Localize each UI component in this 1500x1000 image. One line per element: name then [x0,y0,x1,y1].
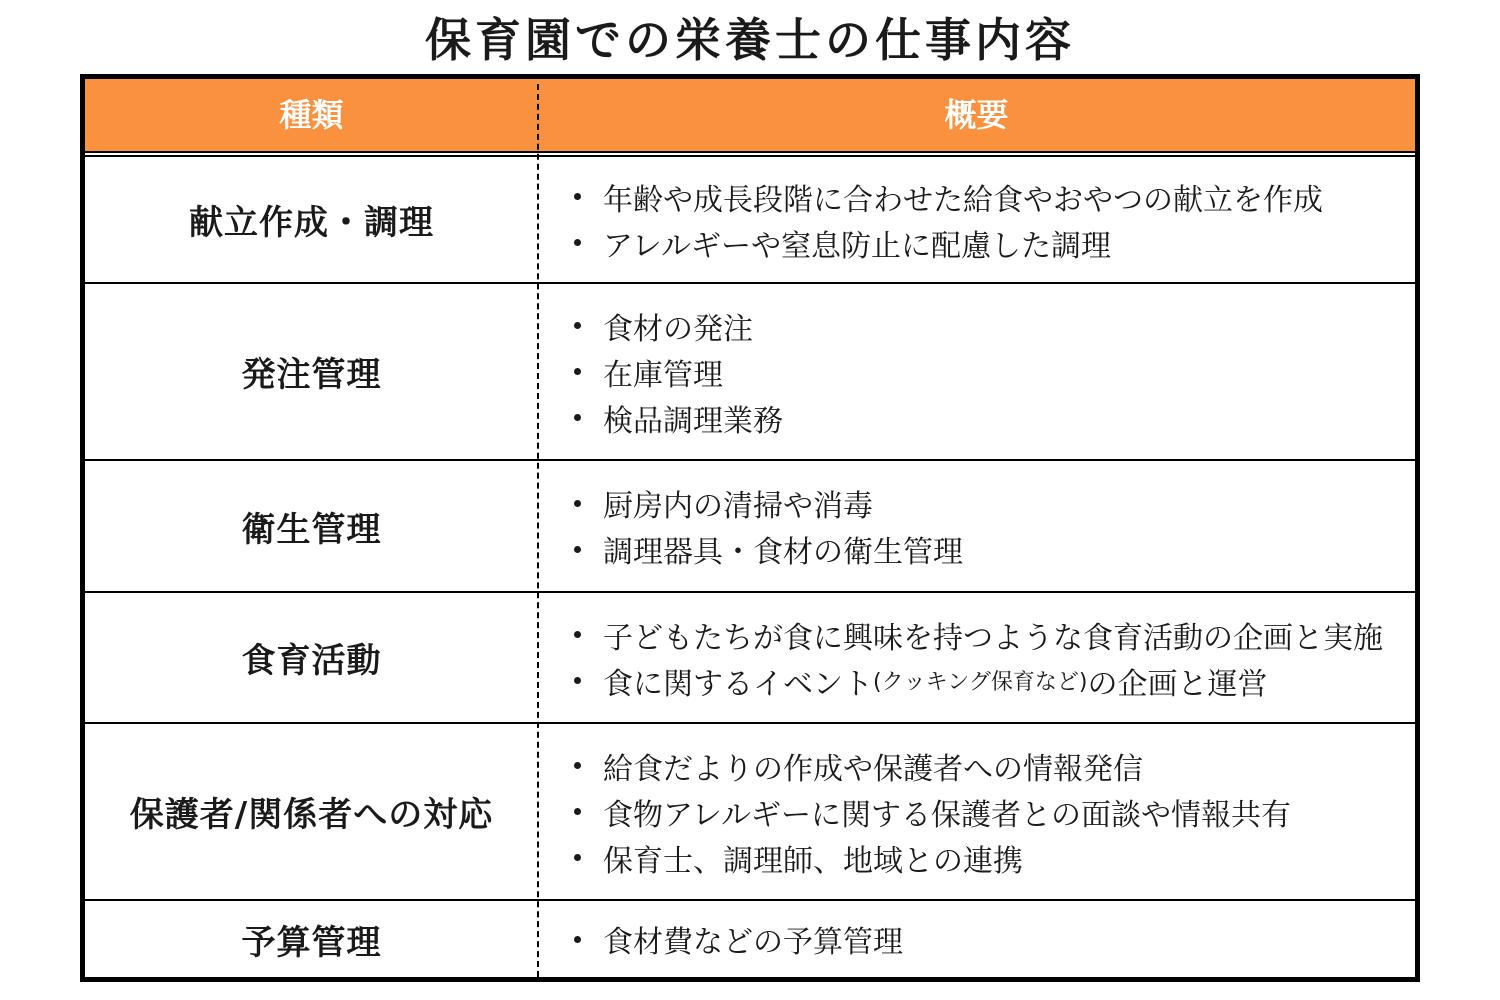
table-row [85,724,1415,901]
table-header [85,79,1415,151]
table-row [85,901,1415,977]
row-summary [538,593,1415,722]
bullet-icon [574,322,581,329]
list-item-text: 給食だよりの作成や保護者への情報発信 [603,751,1143,787]
table-row [85,284,1415,461]
bullet-icon [574,808,581,815]
table-row [85,157,1415,284]
header-type: 種類 [279,96,344,134]
bullet-icon [574,193,581,200]
list-item-text: アレルギーや窒息防止に配慮した調理 [603,228,1112,264]
list-item [574,835,1415,881]
list-item-note: (クッキング保育など) [873,670,1088,695]
list-item-text: 在庫管理 [603,357,723,393]
bullet-icon [574,631,581,638]
bullet-icon [574,677,581,684]
list-item-text: の企画と運営 [1087,666,1268,702]
table-row [85,461,1415,593]
header-summary: 概要 [944,96,1009,134]
job-content-table [80,74,1420,982]
list-item-text: 検品調理業務 [603,403,783,439]
list-item-text: 年齢や成長段階に合わせた給食やおやつの献立を作成 [603,182,1323,218]
list-item-text: 調理器具・食材の衛生管理 [603,535,963,570]
list-item-text: 食材の発注 [603,311,753,347]
bullet-icon [574,500,581,507]
list-item-text: 食に関するイベント [603,666,873,702]
bullet-icon [574,854,581,861]
list-item-text: 厨房内の清掃や消毒 [603,489,873,524]
row-type: 予算管理 [241,922,382,963]
row-summary [538,284,1415,459]
list-item-text: 保育士、調理師、地域との連携 [603,843,1023,879]
row-type: 発注管理 [241,355,382,395]
row-type: 衛生管理 [241,509,382,550]
row-summary [538,901,1415,977]
list-item [574,612,1415,658]
row-summary [538,724,1415,899]
list-item-text: 食物アレルギーに関する保護者との面談や情報共有 [603,797,1292,833]
list-item-text: 子どもたちが食に興味を持つような食育活動の企画と実施 [603,620,1383,656]
list-item [574,349,1415,395]
row-summary [538,461,1415,591]
row-summary [538,157,1415,282]
list-item [574,174,1415,220]
bullet-icon [574,546,581,553]
bullet-icon [574,414,581,421]
list-item-text: 食材費などの予算管理 [603,925,903,960]
list-item [574,743,1415,789]
row-type: 献立作成・調理 [189,203,434,243]
bullet-icon [574,239,581,246]
list-item [574,303,1415,349]
row-type: 食育活動 [241,641,382,681]
list-item [574,658,1415,704]
list-item [574,789,1415,835]
list-item [574,526,1415,572]
list-item [574,395,1415,441]
list-item [574,220,1415,266]
table-row [85,593,1415,724]
bullet-icon [574,762,581,769]
page-title: 保育園での栄養士の仕事内容 [425,13,1075,67]
bullet-icon [574,368,581,375]
bullet-icon [574,936,581,943]
list-item [574,916,1415,962]
column-divider [537,84,539,977]
list-item [574,480,1415,526]
row-type: 保護者/関係者への対応 [129,795,494,835]
